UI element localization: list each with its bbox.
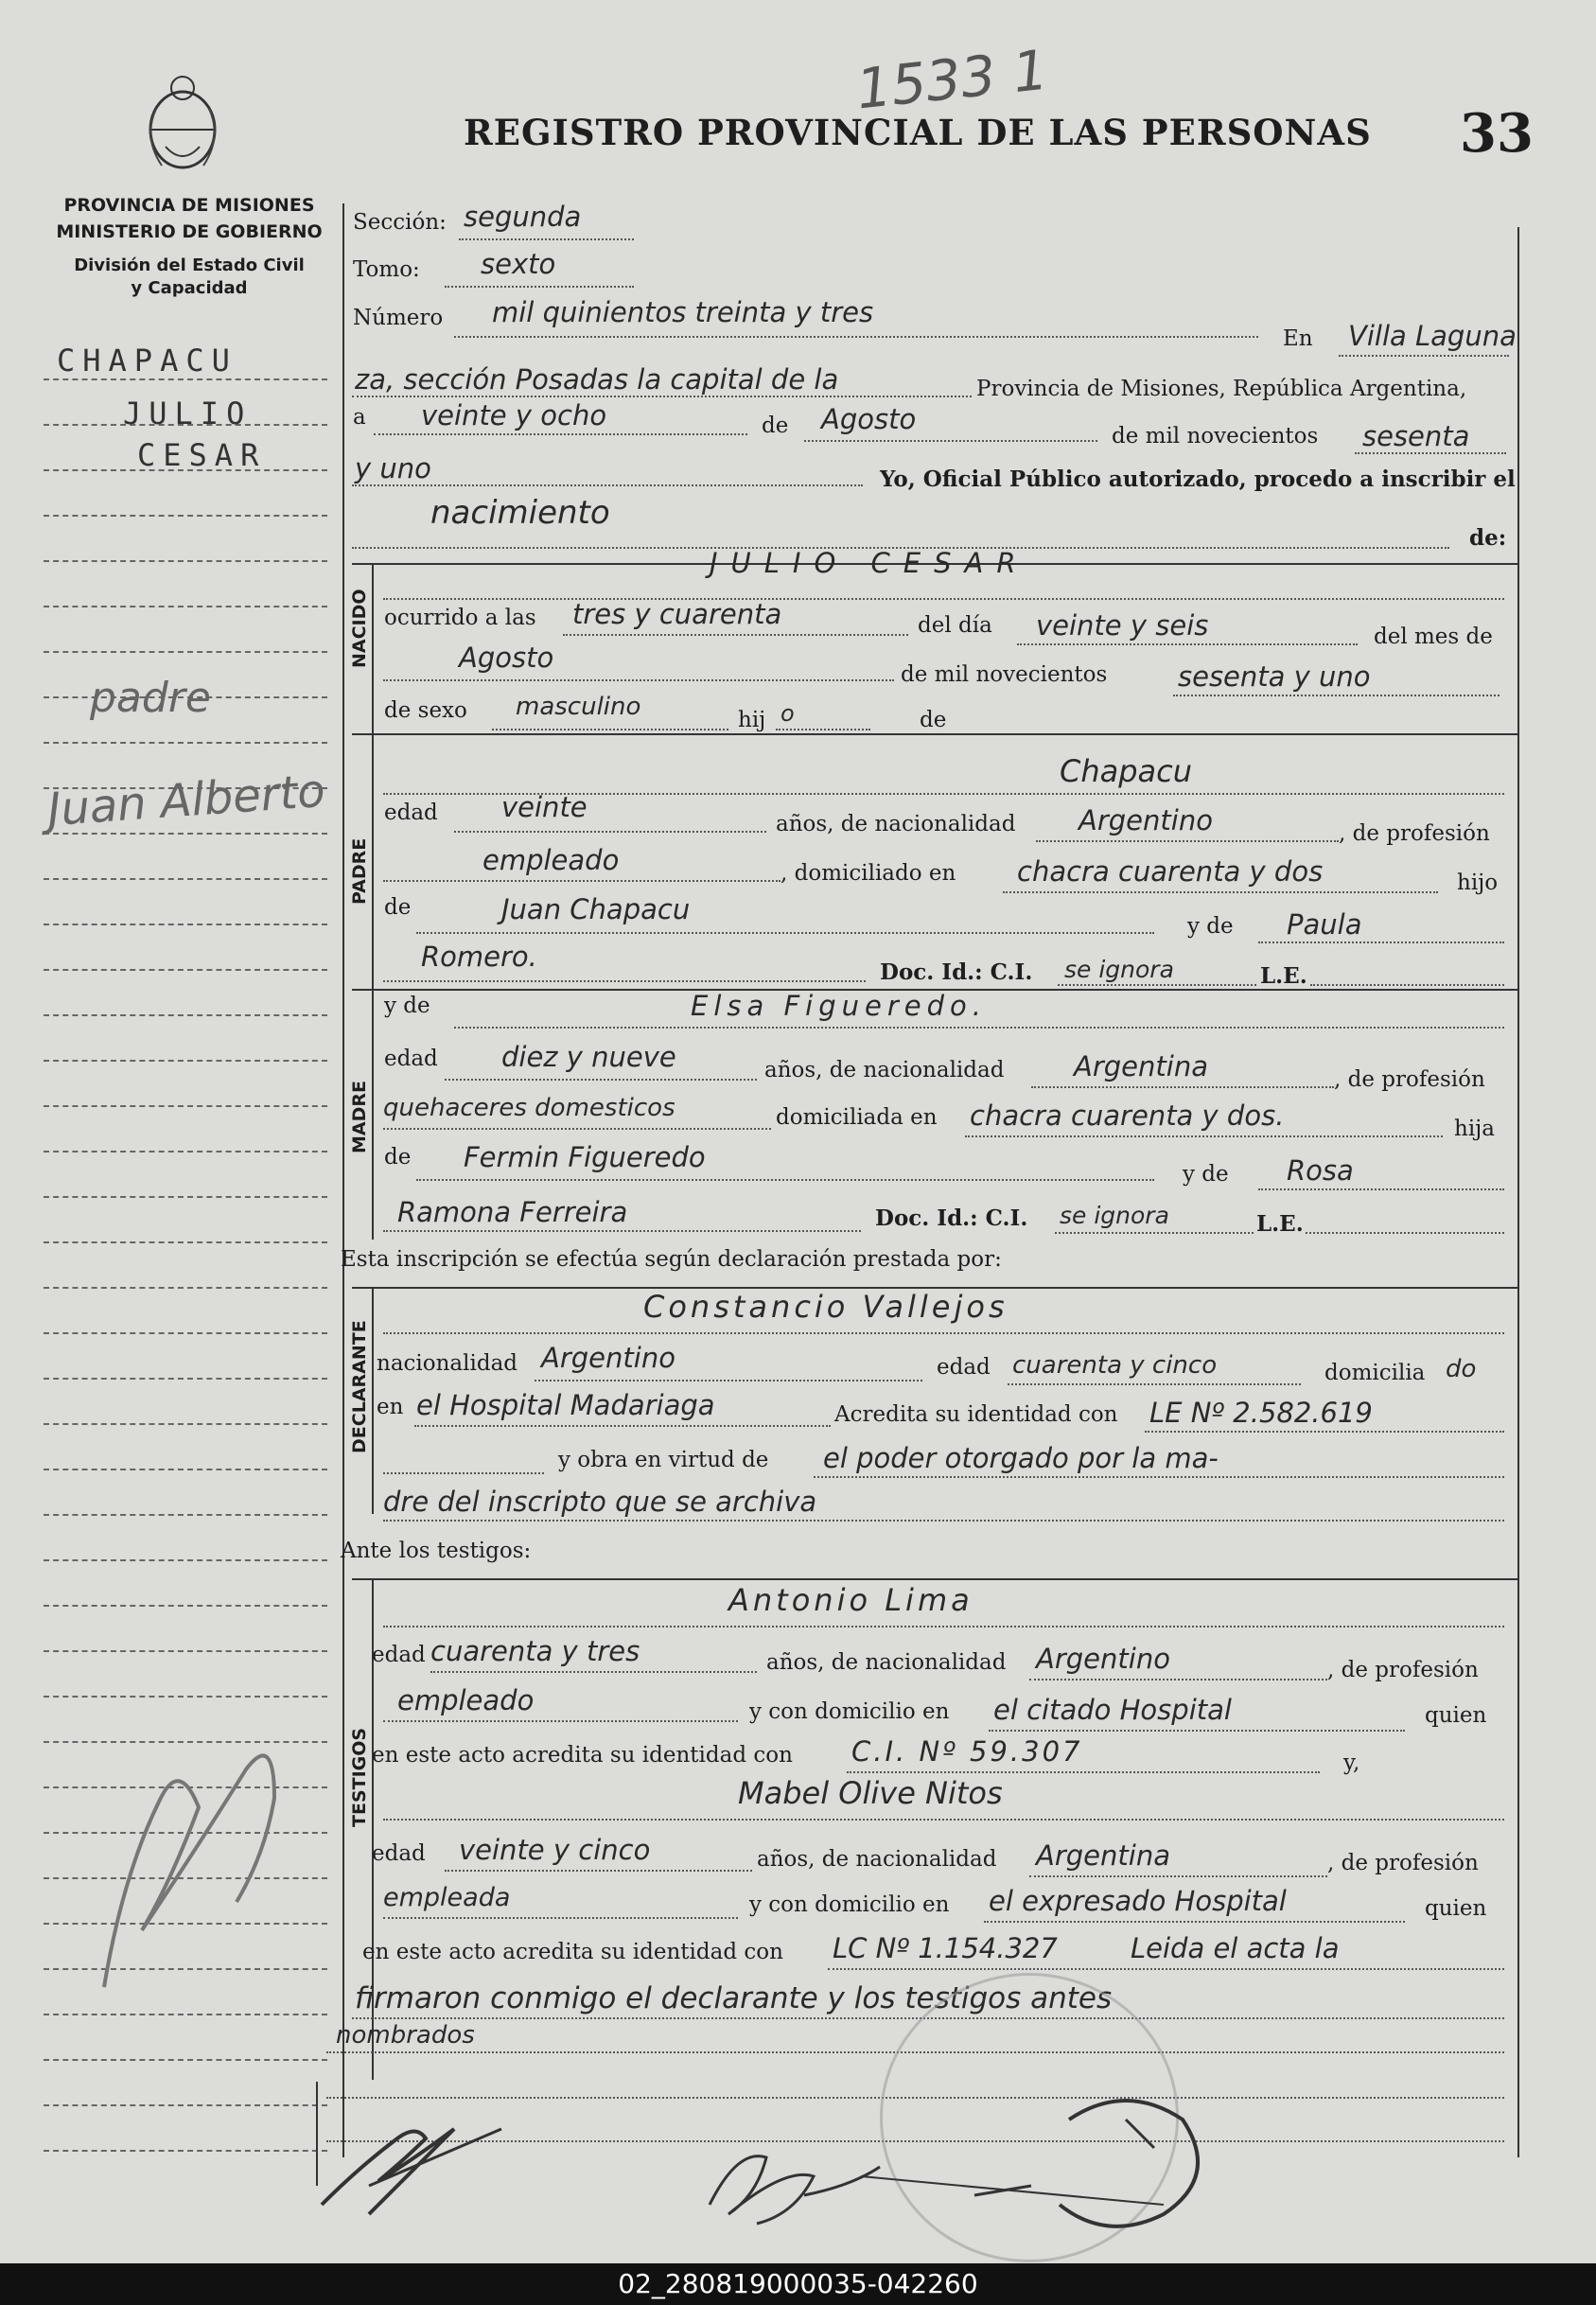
madre-le-underline — [1306, 1232, 1504, 1234]
padre-nac-label: años, de nacionalidad — [776, 812, 1016, 836]
fecha-mes-value: Agosto — [821, 403, 917, 435]
sexo-underline — [492, 729, 728, 730]
testigo1-edad-underline — [430, 1671, 757, 1673]
declarante-obra-underline-pre — [383, 1472, 544, 1474]
page-title: REGISTRO PROVINCIAL DE LAS PERSONAS — [464, 112, 1372, 153]
testigo1-quien-label: quien — [1425, 1703, 1487, 1728]
madre-madre-de-underline-1 — [1258, 1188, 1504, 1190]
testigo2-quien-label: quien — [1425, 1896, 1487, 1921]
padre-nombre-value: Chapacu — [1060, 753, 1193, 789]
office-ministry: MINISTERIO DE GOBIERNO — [56, 221, 323, 242]
seccion-underline — [459, 238, 634, 240]
testigo1-dom-label: y con domicilio en — [749, 1699, 950, 1724]
padre-prof-label: , de profesión — [1339, 821, 1490, 846]
declarante-section-line — [372, 1287, 374, 1514]
padre-doc-value: se ignora — [1064, 956, 1174, 983]
nacido-dia-value: veinte y seis — [1036, 609, 1209, 642]
nacido-mes-value: Agosto — [459, 642, 554, 674]
lugar-value-2: za, sección Posadas la capital de la — [355, 363, 839, 396]
testigo2-nac-label: años, de nacionalidad — [757, 1847, 997, 1872]
testigo2-domicilio-underline — [984, 1921, 1405, 1923]
document-id-footer: 02_280819000035-042260 — [0, 2263, 1596, 2305]
nacido-nombre-underline — [383, 598, 1504, 600]
padre-edad-label: edad — [384, 801, 438, 825]
nacido-mes-underline — [383, 679, 894, 681]
margin-rule — [44, 2014, 327, 2015]
signatures-area — [312, 2063, 1372, 2243]
page-number: 33 — [1460, 102, 1534, 165]
testigo1-doc-underline — [847, 1771, 1320, 1773]
nacido-anio-value: sesenta y uno — [1178, 660, 1371, 693]
nacido-dia-underline — [1017, 643, 1358, 645]
testigo2-nombre-underline — [383, 1819, 1504, 1821]
declarante-dom-label: domicilia — [1324, 1361, 1426, 1385]
padre-padre-de-underline — [416, 932, 1154, 934]
hij-underline — [776, 729, 870, 730]
madre-nombre-underline — [454, 1027, 1504, 1029]
margin-first-name: JULIO — [123, 396, 253, 431]
nacido-section-line — [372, 563, 374, 733]
en-label: En — [1283, 326, 1313, 351]
testigo1-domicilio-value: el citado Hospital — [993, 1694, 1232, 1726]
padre-profesion-underline — [383, 880, 780, 882]
margin-rule — [44, 1423, 327, 1425]
margin-note-padre: padre — [90, 674, 211, 722]
padre-top-line — [352, 733, 1517, 735]
margin-rule — [44, 378, 327, 380]
padre-domicilio-value: chacra cuarenta y dos — [1017, 855, 1324, 888]
padre-nacionalidad-value: Argentino — [1079, 804, 1213, 836]
handwritten-record-number: 1533 1 — [853, 37, 1051, 122]
fecha-anio-value-2: y uno — [355, 452, 431, 484]
padre-section-line — [372, 733, 374, 989]
cierre-text-1: Leida el acta la — [1131, 1932, 1340, 1964]
madre-de-label: de — [384, 1145, 412, 1170]
testigo1-domicilio-underline — [989, 1730, 1405, 1732]
oficial-text: Yo, Oficial Público autorizado, procedo a inscribir el — [880, 466, 1516, 492]
madre-le-label: L.E. — [1256, 1211, 1304, 1237]
declarante-virtud-value-1: el poder otorgado por la ma- — [823, 1442, 1219, 1474]
lugar-underline-2 — [352, 396, 972, 397]
testigo1-nombre-value: Antonio Lima — [728, 1582, 973, 1618]
margin-rule — [44, 2104, 327, 2106]
margin-rule — [44, 2059, 327, 2061]
declarante-virtud-underline-1 — [814, 1476, 1504, 1478]
testigo2-acredita-label: en este acto acredita su identidad con — [362, 1940, 783, 1964]
testigo1-doc-value: C.I. Nº 59.307 — [851, 1735, 1083, 1768]
madre-section-label: MADRE — [349, 1081, 370, 1153]
testigo1-nacionalidad-value: Argentino — [1036, 1643, 1170, 1675]
madre-madre-de-value-2: Ramona Ferreira — [397, 1196, 628, 1228]
lugar-value-1: Villa Laguna — [1348, 320, 1517, 352]
padre-domicilio-underline — [1003, 891, 1438, 893]
declarante-domicilio-value: el Hospital Madariaga — [416, 1389, 715, 1421]
testigo2-domicilio-value: el expresado Hospital — [989, 1885, 1287, 1917]
padre-le-underline — [1310, 984, 1504, 986]
testigo2-doc-underline — [828, 1968, 1504, 1970]
margin-rule — [44, 1378, 327, 1380]
testigo1-profesion-value: empleado — [397, 1684, 535, 1716]
declarante-nacionalidad-underline — [535, 1380, 922, 1381]
margin-rule — [44, 2150, 327, 2152]
madre-edad-label: edad — [384, 1047, 438, 1071]
declarante-virtud-underline-2 — [383, 1520, 1504, 1522]
frame-right-line — [1517, 227, 1519, 2157]
testigo2-profesion-underline — [383, 1917, 738, 1919]
madre-section-line — [372, 989, 374, 1240]
cierre-text-3: nombrados — [336, 2021, 475, 2050]
declarante-nacionalidad-value: Argentino — [541, 1342, 675, 1374]
margin-rule — [44, 1287, 327, 1289]
margin-rule — [44, 606, 327, 607]
fecha-dia-value: veinte y ocho — [421, 399, 607, 431]
nacido-mil-label: de mil novecientos — [901, 662, 1108, 687]
fecha-mes-underline — [804, 440, 1097, 442]
signature-declarante — [322, 2129, 454, 2214]
declarante-section-label: DECLARANTE — [349, 1320, 370, 1453]
madre-profesion-underline — [383, 1128, 771, 1130]
madre-domicilio-value: chacra cuarenta y dos. — [970, 1100, 1285, 1132]
margin-rule — [44, 1559, 327, 1561]
madre-nacionalidad-value: Argentina — [1074, 1050, 1208, 1082]
margin-note-father-name: Juan Alberto — [45, 764, 327, 837]
declarante-dom-val: do — [1446, 1355, 1477, 1383]
madre-padre-de-underline — [416, 1179, 1154, 1181]
office-capacity: y Capacidad — [131, 278, 248, 298]
testigo1-y-label: y, — [1343, 1751, 1360, 1775]
padre-dom-label: , domiciliado en — [780, 861, 956, 886]
padre-le-label: L.E. — [1260, 963, 1307, 989]
office-province: PROVINCIA DE MISIONES — [63, 195, 315, 216]
fecha-anio-value-1: sesenta — [1362, 420, 1470, 452]
declarante-virtud-value-2: dre del inscripto que se archiva — [383, 1486, 817, 1518]
madre-profesion-value: quehaceres domesticos — [383, 1094, 675, 1122]
fecha-anio-underline-1 — [1355, 452, 1506, 454]
del-mes-label: del mes de — [1374, 625, 1493, 649]
acto-value: nacimiento — [430, 494, 610, 532]
numero-label: Número — [353, 306, 444, 330]
anio-label: de mil novecientos — [1112, 424, 1319, 449]
madre-nac-label: años, de nacionalidad — [764, 1058, 1005, 1082]
madre-prof-label: , de profesión — [1334, 1067, 1485, 1092]
testigo2-edad-label: edad — [372, 1841, 426, 1866]
coat-of-arms-icon — [137, 71, 228, 175]
fecha-anio-underline-2 — [352, 484, 863, 486]
margin-rule — [44, 878, 327, 880]
madre-y-de-label: y de — [384, 994, 430, 1018]
padre-hijo-label: hijo — [1457, 871, 1499, 895]
declarante-en-label: en — [377, 1395, 404, 1419]
declarante-edad-underline — [1008, 1383, 1301, 1385]
ocurrido-label: ocurrido a las — [384, 606, 536, 630]
madre-madre-de-value-1: Rosa — [1287, 1154, 1354, 1187]
madre-edad-underline — [445, 1079, 757, 1081]
declarante-documento-value: LE Nº 2.582.619 — [1149, 1397, 1373, 1429]
padre-madre-de-underline-2 — [383, 980, 866, 982]
padre-madre-de-underline-1 — [1258, 941, 1504, 943]
seccion-label: Sección: — [353, 210, 447, 235]
margin-rule — [44, 1332, 327, 1334]
margin-rule — [44, 924, 327, 925]
frame-left-line — [342, 203, 344, 2157]
testigo2-nacionalidad-value: Argentina — [1036, 1839, 1170, 1872]
testigos-section-label: TESTIGOS — [349, 1727, 370, 1827]
signature-testigo — [710, 2156, 880, 2224]
padre-madre-de-value-2: Romero. — [421, 941, 537, 973]
declarante-domicilio-underline — [414, 1425, 831, 1427]
declarante-obra-label: y obra en virtud de — [558, 1448, 769, 1472]
testigo2-dom-label: y con domicilio en — [749, 1892, 950, 1917]
margin-signature-scribble — [66, 1684, 312, 1997]
margin-rule — [44, 560, 327, 562]
nacido-section-label: NACIDO — [349, 589, 370, 668]
margin-rule — [44, 1469, 327, 1470]
padre-doc-label: Doc. Id.: C.I. — [880, 959, 1033, 985]
padre-edad-value: veinte — [501, 791, 588, 823]
signature-oficial — [1060, 2101, 1198, 2226]
margin-surname: CHAPACU — [57, 343, 237, 378]
declaracion-text: Esta inscripción se efectúa según declaración prestada por: — [341, 1247, 1002, 1272]
nacido-nombre-value: JULIO CESAR — [710, 547, 1029, 579]
testigo2-profesion-value: empleada — [383, 1883, 511, 1912]
declarante-nombre-underline — [383, 1332, 1504, 1334]
testigo2-edad-underline — [445, 1870, 752, 1872]
madre-y-de2-label: y de — [1183, 1162, 1229, 1187]
hij-label: hij — [738, 708, 766, 732]
sexo-label: de sexo — [384, 698, 467, 723]
margin-rule — [44, 1650, 327, 1652]
margin-rule — [44, 1605, 327, 1607]
testigos-top-line — [352, 1578, 1517, 1580]
madre-dom-label: domiciliada en — [776, 1105, 938, 1130]
madre-doc-label: Doc. Id.: C.I. — [875, 1205, 1028, 1231]
margin-rule — [44, 1514, 327, 1516]
madre-madre-de-underline-2 — [383, 1230, 861, 1232]
tomo-label: Tomo: — [353, 257, 420, 282]
testigo2-nacionalidad-underline — [1029, 1875, 1327, 1877]
testigo1-acredita-label: en este acto acredita su identidad con — [372, 1743, 793, 1768]
testigo1-nac-label: años, de nacionalidad — [766, 1650, 1007, 1675]
testigo1-edad-label: edad — [372, 1643, 426, 1667]
testigo2-nombre-value: Mabel Olive Nitos — [738, 1775, 1003, 1811]
padre-padre-de-value: Juan Chapacu — [501, 893, 691, 925]
declarante-nombre-value: Constancio Vallejos — [643, 1289, 1008, 1325]
padre-y-de-label: y de — [1187, 914, 1234, 939]
madre-doc-underline — [1055, 1232, 1254, 1234]
madre-hija-label: hija — [1454, 1117, 1496, 1141]
declarante-edad-value: cuarenta y cinco — [1012, 1351, 1218, 1380]
nacido-de-label: de — [920, 708, 947, 732]
testigo1-nacionalidad-underline — [1029, 1679, 1327, 1680]
margin-rule — [44, 651, 327, 653]
de-colon-label: de: — [1469, 525, 1507, 551]
tomo-underline — [445, 286, 634, 288]
margin-rule — [44, 1196, 327, 1198]
padre-madre-de-value-1: Paula — [1287, 908, 1362, 941]
madre-doc-value: se ignora — [1060, 1202, 1169, 1229]
margin-rule — [44, 1060, 327, 1062]
declarante-edad-label: edad — [937, 1355, 991, 1380]
padre-doc-underline — [1058, 984, 1256, 986]
lugar-underline-1 — [1339, 355, 1509, 357]
testigo2-prof-label: , de profesión — [1327, 1851, 1479, 1875]
provincia-text: Provincia de Misiones, República Argentina, — [976, 377, 1467, 401]
numero-value: mil quinientos treinta y tres — [492, 296, 874, 328]
hora-underline — [563, 634, 908, 636]
padre-edad-underline — [454, 831, 766, 833]
margin-second-name: CESAR — [137, 437, 267, 473]
testigo2-edad-value: veinte y cinco — [459, 1834, 651, 1866]
testigo1-nombre-underline — [383, 1626, 1504, 1628]
tomo-value: sexto — [481, 248, 556, 280]
margin-rule — [44, 515, 327, 517]
testigo1-prof-label: , de profesión — [1327, 1658, 1479, 1682]
madre-domicilio-underline — [965, 1135, 1443, 1137]
margin-rule — [44, 969, 327, 971]
testigo2-doc-value: LC Nº 1.154.327 — [833, 1932, 1058, 1964]
margin-rule — [44, 742, 327, 744]
declarante-acredita-label: Acredita su identidad con — [834, 1402, 1118, 1427]
padre-nacionalidad-underline — [1036, 840, 1339, 842]
sexo-value: masculino — [516, 693, 641, 721]
padre-section-label: PADRE — [349, 837, 370, 905]
madre-nombre-value: Elsa Figueredo. — [691, 990, 987, 1022]
margin-rule — [44, 1241, 327, 1243]
cierre-text-2: firmaron conmigo el declarante y los testigos antes — [355, 1981, 1113, 2015]
margin-rule — [44, 1151, 327, 1152]
del-dia-label: del día — [918, 613, 992, 638]
declarante-nac-label: nacionalidad — [377, 1351, 518, 1376]
declarante-documento-underline — [1145, 1431, 1504, 1433]
de-label: de — [762, 413, 789, 438]
nacido-anio-underline — [1173, 695, 1500, 696]
madre-padre-de-value: Fermin Figueredo — [464, 1141, 706, 1173]
fecha-dia-underline — [374, 433, 747, 435]
margin-rule — [44, 1105, 327, 1107]
madre-edad-value: diez y nueve — [501, 1041, 676, 1073]
padre-de-label: de — [384, 895, 412, 920]
ante-testigos-text: Ante los testigos: — [341, 1539, 532, 1563]
padre-profesion-value: empleado — [482, 844, 620, 876]
testigo1-profesion-underline — [383, 1720, 738, 1722]
hij-suffix-value: o — [780, 700, 795, 727]
madre-nacionalidad-underline — [1031, 1086, 1334, 1088]
hora-value: tres y cuarenta — [572, 598, 782, 630]
a-label: a — [353, 405, 366, 430]
numero-underline — [454, 336, 1258, 338]
office-division: División del Estado Civil — [74, 255, 305, 275]
testigo1-edad-value: cuarenta y tres — [430, 1635, 640, 1667]
seccion-value: segunda — [464, 201, 582, 233]
margin-rule — [44, 1014, 327, 1016]
